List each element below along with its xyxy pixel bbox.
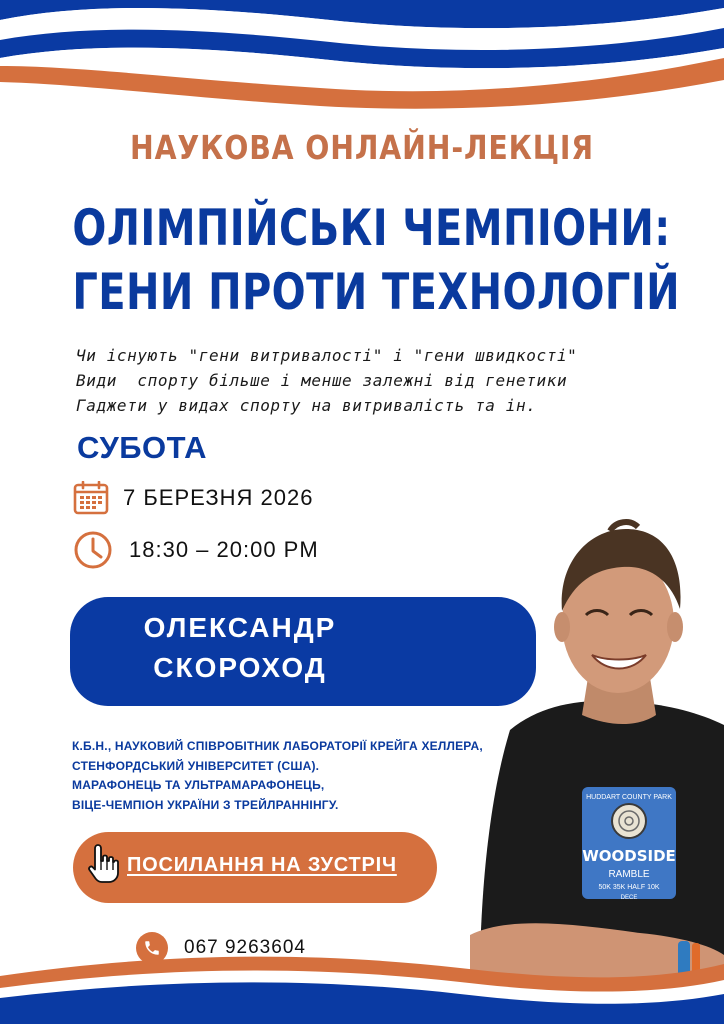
event-date-row xyxy=(73,481,313,515)
calendar-icon xyxy=(73,481,109,515)
bio-line: СТЕНФОРДСЬКИЙ УНІВЕРСИТЕТ (США). xyxy=(72,758,320,773)
shirt-sub-text: RAMBLE xyxy=(608,869,650,880)
topics-list xyxy=(76,343,577,418)
topic-item: Гаджети у видах спорту на витривалість та ін. xyxy=(76,396,537,415)
top-wave-decoration xyxy=(0,0,724,120)
speaker-first-name: ОЛЕКСАНДР xyxy=(143,612,337,643)
contact-phone: 067 9263604 xyxy=(184,937,306,958)
bio-line: К.Б.Н., НАУКОВИЙ СПІВРОБІТНИК ЛАБОРАТОРІЇ КРЕЙГА ХЕЛЛЕРА, xyxy=(72,739,483,753)
speaker-last-name: СКОРОХОД xyxy=(153,652,327,683)
lecture-title xyxy=(72,196,680,324)
bottom-wave-decoration xyxy=(0,924,724,1024)
shirt-bottom-text: DECE xyxy=(620,895,638,901)
shirt-distances-text: 50K 35K HALF 10K xyxy=(598,884,660,891)
hand-cursor-icon xyxy=(87,843,121,885)
event-time: 18:30 – 20:00 PM xyxy=(129,537,319,562)
event-time-row xyxy=(73,530,319,570)
title-line-1: ОЛІМПІЙСЬКІ ЧЕМПІОНИ: xyxy=(72,199,671,257)
topic-item: Чи існують "гени витривалості" і "гени швидкості" xyxy=(76,346,578,365)
clock-icon xyxy=(73,530,113,570)
shirt-brand-text: WOODSIDE xyxy=(582,847,676,865)
bio-line: МАРАФОНЕЦЬ ТА УЛЬТРАМАРАФОНЕЦЬ, xyxy=(72,778,325,792)
topic-item: Види спорту більше і менше залежні від генетики xyxy=(76,371,568,390)
phone-icon xyxy=(136,932,168,964)
event-day: СУБОТА xyxy=(77,430,208,465)
bio-line: ВІЦЕ-ЧЕМПІОН УКРАЇНИ З ТРЕЙЛРАННІНГУ. xyxy=(72,797,339,812)
event-date: 7 БЕРЕЗНЯ 2026 xyxy=(123,485,314,510)
meeting-link-button[interactable] xyxy=(73,832,437,903)
contact-phone-row xyxy=(136,932,306,964)
meeting-link-label[interactable]: ПОСИЛАННЯ НА ЗУСТРІЧ xyxy=(127,854,397,876)
title-line-2: ГЕНИ ПРОТИ ТЕХНОЛОГІЙ xyxy=(72,263,680,321)
speaker-name-banner xyxy=(70,597,536,706)
speaker-bio xyxy=(72,737,483,815)
lecture-type-heading: НАУКОВА ОНЛАЙН-ЛЕКЦІЯ xyxy=(129,128,595,167)
shirt-top-text: HUDDART COUNTY PARK xyxy=(586,794,672,801)
